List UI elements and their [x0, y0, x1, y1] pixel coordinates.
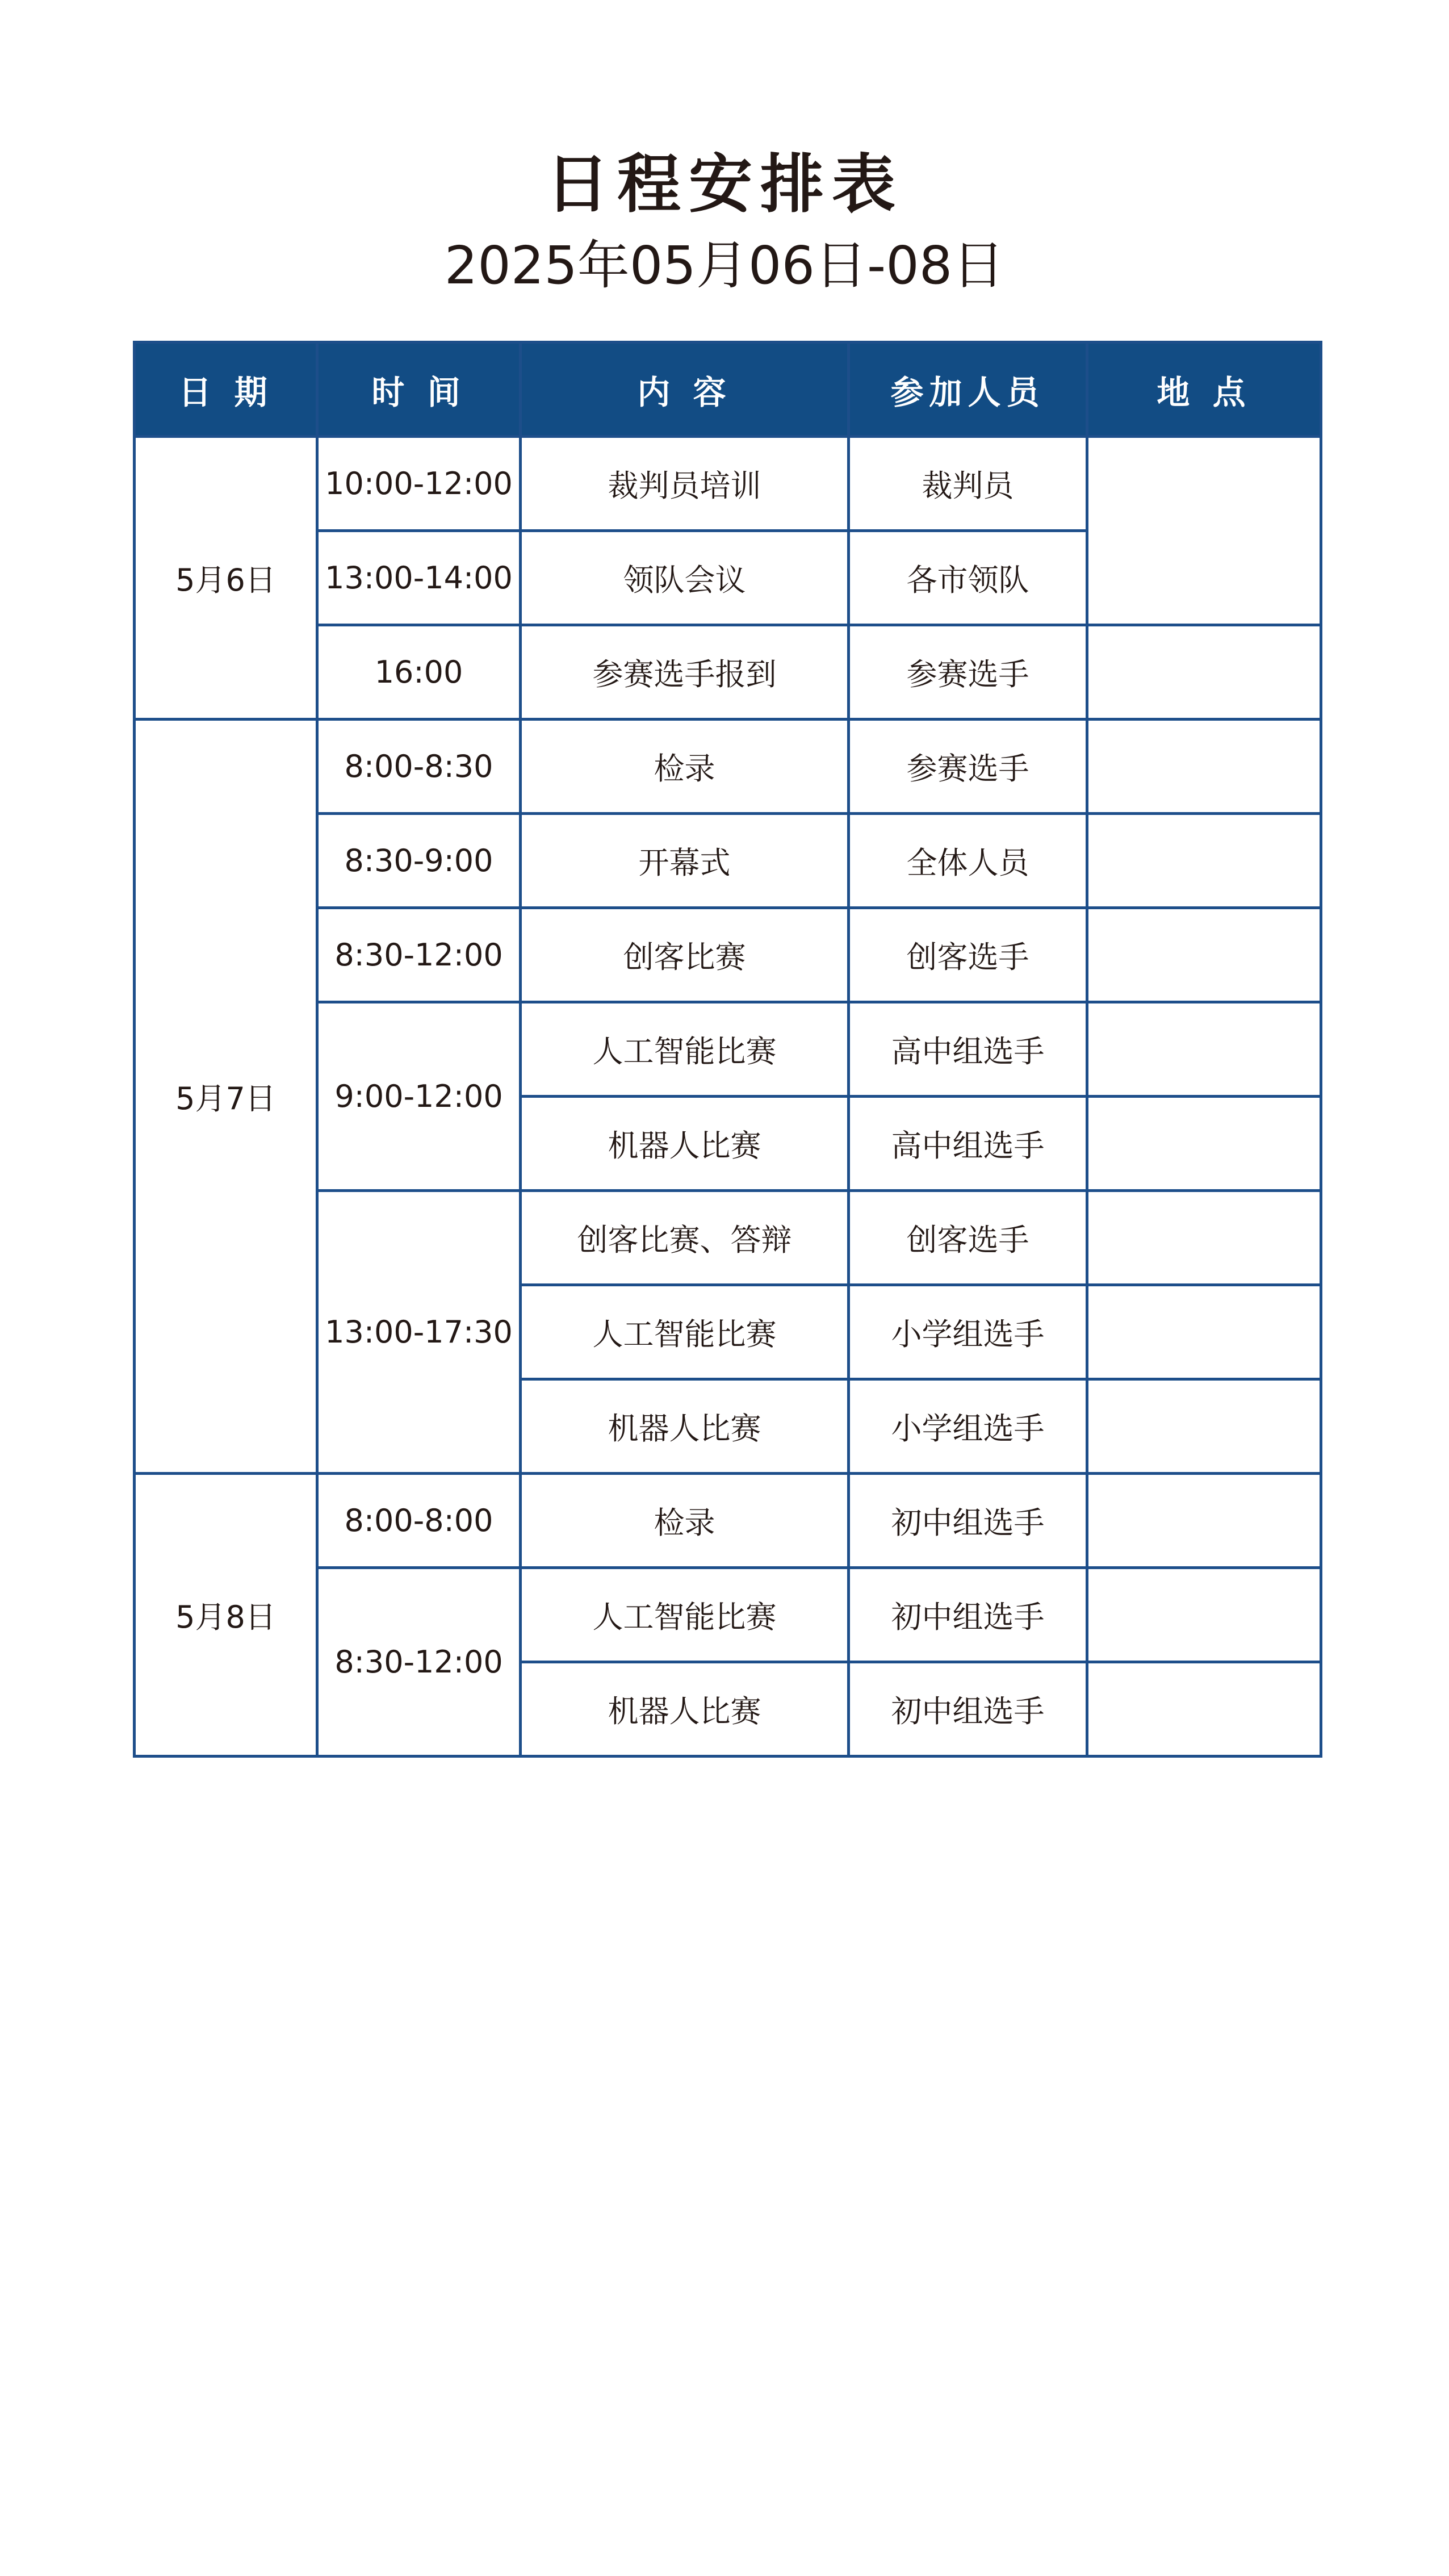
- time-cell: 8:00-8:30: [317, 720, 521, 814]
- time-cell: 8:30-12:00: [317, 1568, 521, 1757]
- content-cell: 人工智能比赛: [521, 1568, 849, 1662]
- time-cell: 13:00-14:00: [317, 531, 521, 625]
- content-cell: 人工智能比赛: [521, 1285, 849, 1379]
- content-cell: 创客比赛、答辩: [521, 1191, 849, 1285]
- table-row: [135, 720, 1321, 814]
- location-cell: [1087, 908, 1321, 1002]
- header-participants: 参加人员: [849, 342, 1087, 437]
- content-cell: 裁判员培训: [521, 437, 849, 531]
- time-cell: 8:30-12:00: [317, 908, 521, 1002]
- date-cell: 5月7日: [135, 720, 317, 1474]
- location-cell: [1087, 1285, 1321, 1379]
- location-cell: [1087, 437, 1321, 625]
- content-cell: 人工智能比赛: [521, 1002, 849, 1097]
- time-cell: 9:00-12:00: [317, 1002, 521, 1191]
- content-cell: 机器人比赛: [521, 1379, 849, 1474]
- content-cell: 机器人比赛: [521, 1097, 849, 1191]
- participants-cell: 参赛选手: [849, 720, 1087, 814]
- participants-cell: 小学组选手: [849, 1379, 1087, 1474]
- content-cell: 检录: [521, 1474, 849, 1568]
- header-row: [135, 342, 1321, 437]
- content-cell: 参赛选手报到: [521, 625, 849, 720]
- content-cell: 创客比赛: [521, 908, 849, 1002]
- time-cell: 10:00-12:00: [317, 437, 521, 531]
- location-cell: [1087, 720, 1321, 814]
- content-cell: 检录: [521, 720, 849, 814]
- table-row: [135, 437, 1321, 531]
- page-title: 日程安排表: [546, 147, 903, 221]
- content-cell: 机器人比赛: [521, 1662, 849, 1757]
- participants-cell: 初中组选手: [849, 1662, 1087, 1757]
- participants-cell: 参赛选手: [849, 625, 1087, 720]
- participants-cell: 高中组选手: [849, 1097, 1087, 1191]
- time-cell: 8:30-9:00: [317, 814, 521, 908]
- header-content: 内 容: [521, 342, 849, 437]
- location-cell: [1087, 625, 1321, 720]
- date-cell: 5月6日: [135, 437, 317, 720]
- schedule-table: [133, 341, 1322, 1758]
- participants-cell: 初中组选手: [849, 1474, 1087, 1568]
- participants-cell: 高中组选手: [849, 1002, 1087, 1097]
- page-subtitle: 2025年05月06日-08日: [444, 235, 1005, 296]
- location-cell: [1087, 1191, 1321, 1285]
- location-cell: [1087, 1379, 1321, 1474]
- header-date: 日 期: [135, 342, 317, 437]
- time-cell: 16:00: [317, 625, 521, 720]
- time-cell: 13:00-17:30: [317, 1191, 521, 1474]
- participants-cell: 初中组选手: [849, 1568, 1087, 1662]
- participants-cell: 各市领队: [849, 531, 1087, 625]
- participants-cell: 创客选手: [849, 1191, 1087, 1285]
- location-cell: [1087, 1002, 1321, 1097]
- participants-cell: 裁判员: [849, 437, 1087, 531]
- header-location: 地 点: [1087, 342, 1321, 437]
- location-cell: [1087, 1097, 1321, 1191]
- header-time: 时 间: [317, 342, 521, 437]
- location-cell: [1087, 1568, 1321, 1662]
- location-cell: [1087, 814, 1321, 908]
- time-cell: 8:00-8:00: [317, 1474, 521, 1568]
- participants-cell: 小学组选手: [849, 1285, 1087, 1379]
- location-cell: [1087, 1662, 1321, 1757]
- content-cell: 开幕式: [521, 814, 849, 908]
- participants-cell: 全体人员: [849, 814, 1087, 908]
- content-cell: 领队会议: [521, 531, 849, 625]
- location-cell: [1087, 1474, 1321, 1568]
- participants-cell: 创客选手: [849, 908, 1087, 1002]
- table-row: [135, 1474, 1321, 1568]
- date-cell: 5月8日: [135, 1474, 317, 1757]
